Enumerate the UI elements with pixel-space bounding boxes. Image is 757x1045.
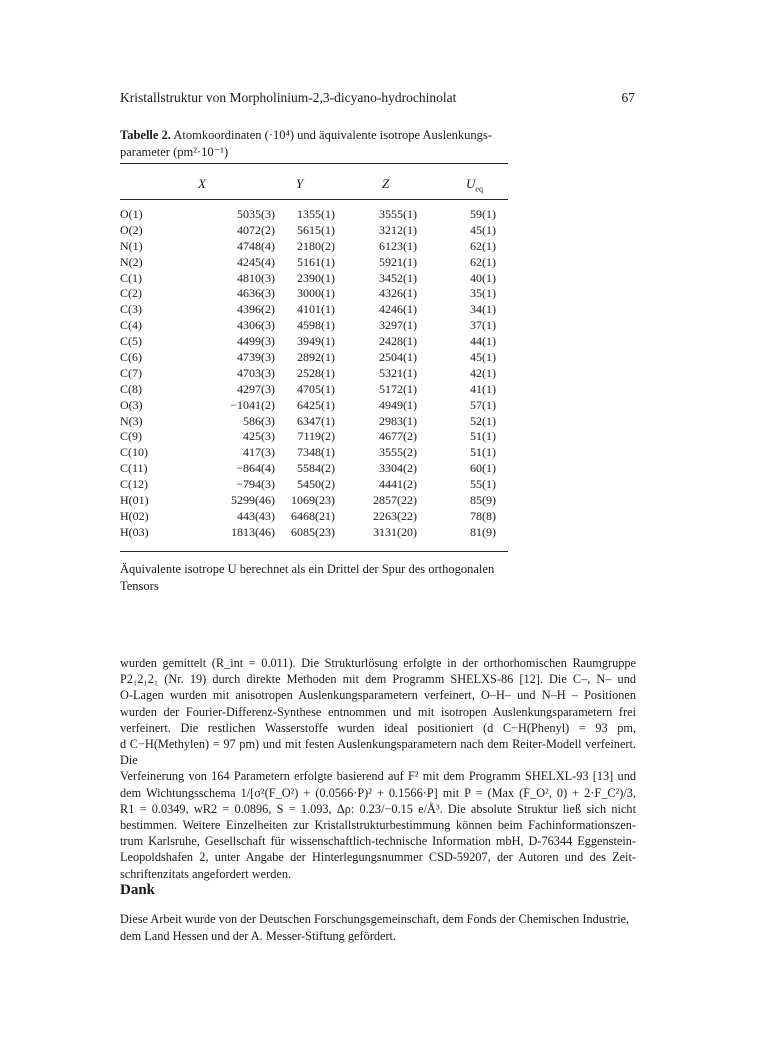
table-row [120,350,508,366]
z-coordinate: 5321(1) [379,365,417,380]
x-coordinate: 4072(2) [237,222,275,237]
x-coordinate: 4297(3) [237,381,275,396]
body-paragraph [120,655,636,882]
table-row [120,461,508,477]
atom-label: H(02) [120,508,149,523]
atom-label: N(3) [120,413,143,428]
table-row [120,239,508,255]
z-coordinate: 4949(1) [379,397,417,412]
table-row [120,334,508,350]
acknowledgements-paragraph [120,911,636,945]
z-coordinate: 2983(1) [379,413,417,428]
x-coordinate: 417(3) [243,445,275,460]
ueq-value: 81(9) [470,524,496,539]
ueq-value: 34(1) [470,302,496,317]
atom-label: O(3) [120,397,143,412]
table-row [120,271,508,287]
body-line: d C−H(Methylen) = 97 pm) und mit festen Auslenkungsparametern nach dem Reiter-Modell verfeinert. Die [120,737,636,768]
atom-label: C(3) [120,302,142,317]
x-coordinate: 4810(3) [237,270,275,285]
y-coordinate: 6347(1) [297,413,335,428]
section-heading: Dank [120,882,156,898]
y-coordinate: 5161(1) [297,254,335,269]
body-line: dem Wichtungsschema 1/[σ²(F_O²) + (0.0566·P)² + 0.1566·P] mit P = (Max (F_O², 0) + 2·F_C²)/3, [120,785,636,800]
table-caption-line2: parameter (pm²·10⁻¹) [120,145,229,159]
x-coordinate: 1813(46) [231,524,275,539]
z-coordinate: 3555(1) [379,207,417,221]
x-coordinate: 4499(3) [237,334,275,349]
x-coordinate: 4703(3) [237,365,275,380]
atom-label: O(1) [120,207,143,221]
atom-label: C(12) [120,477,148,492]
table-row [120,414,508,430]
ueq-value: 40(1) [470,270,496,285]
page-number: 67 [621,90,635,105]
atom-label: C(10) [120,445,148,460]
x-coordinate: 4636(3) [237,286,275,301]
body-line: O-Lagen wurden mit anisotropen Auslenkungsparametern verfeinert, O–H– und N–H – Positionen [120,688,636,703]
x-coordinate: 425(3) [243,429,275,444]
body-line: schriftenzitats angefordert werden. [120,866,292,881]
y-coordinate: 1069(23) [291,493,335,508]
y-coordinate: 6085(23) [291,524,335,539]
y-coordinate: 5584(2) [297,461,335,476]
y-coordinate: 2528(1) [297,365,335,380]
atom-label: H(01) [120,493,149,508]
table-row [120,429,508,445]
ueq-value: 51(1) [470,429,496,444]
z-coordinate: 4441(2) [379,477,417,492]
x-coordinate: 4306(3) [237,318,275,333]
ueq-value: 41(1) [470,381,496,396]
y-coordinate: 2390(1) [297,270,335,285]
x-coordinate: 586(3) [243,413,275,428]
z-coordinate: 5921(1) [379,254,417,269]
z-coordinate: 3452(1) [379,270,417,285]
body-line: wurden der Fourier-Differenz-Synthese entnommen und mit isotropen Auslenkungsparametern frei [120,704,636,719]
ueq-value: 51(1) [470,445,496,460]
body-line: wurden gemittelt (R_int = 0.011). Die Strukturlösung erfolgte in der orthorhomischen Raumgruppe [120,656,636,670]
y-coordinate: 7348(1) [297,445,335,460]
atom-label: C(6) [120,350,142,365]
table-footnote-line2: Tensors [120,579,159,593]
table-row [120,525,508,541]
y-coordinate: 4705(1) [297,381,335,396]
table-footnote [120,561,520,595]
z-coordinate: 4246(1) [379,302,417,317]
z-coordinate: 4326(1) [379,286,417,301]
y-coordinate: 4598(1) [297,318,335,333]
x-coordinate: 5299(46) [231,493,275,508]
atom-label: C(9) [120,429,142,444]
ueq-value: 59(1) [470,207,496,221]
z-coordinate: 3131(20) [373,524,417,539]
atom-label: C(8) [120,381,142,396]
table-row [120,366,508,382]
z-coordinate: 2263(22) [373,508,417,523]
ueq-value: 45(1) [470,350,496,365]
ueq-value: 37(1) [470,318,496,333]
table-body [120,207,508,541]
table-row [120,445,508,461]
table-caption-line1: Atomkoordinaten (·10⁴) und äquivalente isotrope Auslenkungs- [173,128,492,142]
y-coordinate: 1355(1) [297,207,335,221]
table-header [120,176,508,196]
x-coordinate: −864(4) [236,461,275,476]
ueq-value: 35(1) [470,286,496,301]
table-row [120,493,508,509]
ueq-value: 62(1) [470,238,496,253]
x-coordinate: −794(3) [236,477,275,492]
z-coordinate: 3304(2) [379,461,417,476]
y-coordinate: 4101(1) [297,302,335,317]
ueq-value: 52(1) [470,413,496,428]
ueq-value: 78(8) [470,508,496,523]
acknowledgements-line1: Diese Arbeit wurde von der Deutschen Forschungsgemeinschaft, dem Fonds der Chemischen Industrie, [120,912,630,926]
y-coordinate: 7119(2) [297,429,335,444]
y-coordinate: 3000(1) [297,286,335,301]
y-coordinate: 2892(1) [297,350,335,365]
ueq-value: 85(9) [470,493,496,508]
table-row [120,382,508,398]
ueq-value: 60(1) [470,461,496,476]
atom-label: N(2) [120,254,143,269]
z-coordinate: 5172(1) [379,381,417,396]
table-footnote-line1: Äquivalente isotrope U berechnet als ein Drittel der Spur des orthogonalen [120,562,495,576]
x-coordinate: 4748(4) [237,238,275,253]
column-header-z: Z [382,176,390,191]
atom-label: C(7) [120,365,142,380]
ueq-value: 45(1) [470,222,496,237]
ueq-value: 42(1) [470,365,496,380]
table-caption-label: Tabelle 2. [120,128,171,142]
x-coordinate: 443(43) [237,508,275,523]
y-coordinate: 5450(2) [297,477,335,492]
z-coordinate: 2504(1) [379,350,417,365]
atom-label: O(2) [120,222,143,237]
table-top-rule [120,163,508,164]
atom-label: C(4) [120,318,142,333]
body-line: verfeinert. Die restlichen Wasserstoffe wurden ideal positioniert (d C−H(Phenyl) = 93 pm, [120,720,636,735]
z-coordinate: 2857(22) [373,493,417,508]
ueq-value: 57(1) [470,397,496,412]
ueq-value: 55(1) [470,477,496,492]
table-row [120,398,508,414]
body-line: trum Karlsruhe, Gesellschaft für wissenschaftlich-technische Information mbH, D-76344 Eggenstein- [120,834,636,849]
atom-label: N(1) [120,238,143,253]
acknowledgements-line2: dem Land Hessen und der A. Messer-Stiftung gefördert. [120,929,397,943]
column-header-x: X [198,176,206,191]
table-bottom-rule [120,551,508,552]
body-line: R1 = 0.0349, wR2 = 0.0896, S = 1.093, Δρ: 0.23/−0.15 e/Å³. Die absolute Struktur ließ sich nicht [120,801,636,816]
z-coordinate: 3555(2) [379,445,417,460]
ueq-value: 44(1) [470,334,496,349]
body-line: Leopoldshafen 2, unter Angabe der Hinterlegungsnummer CSD-59207, der Autoren und des Zeit- [120,850,636,865]
atom-label: C(1) [120,270,142,285]
x-coordinate: 4245(4) [237,254,275,269]
y-coordinate: 6468(21) [291,508,335,523]
y-coordinate: 3949(1) [297,334,335,349]
table-row [120,223,508,239]
z-coordinate: 3297(1) [379,318,417,333]
atom-label: C(11) [120,461,148,476]
table-row [120,286,508,302]
table-row [120,302,508,318]
z-coordinate: 2428(1) [379,334,417,349]
table-header-rule [120,199,508,200]
table-row [120,318,508,334]
atom-label: C(5) [120,334,142,349]
table-row [120,207,508,223]
y-coordinate: 6425(1) [297,397,335,412]
running-title: Kristallstruktur von Morpholinium-2,3-dicyano-hydrochinolat [120,90,457,105]
x-coordinate: 4739(3) [237,350,275,365]
x-coordinate: 4396(2) [237,302,275,317]
z-coordinate: 4677(2) [379,429,417,444]
x-coordinate: −1041(2) [230,397,275,412]
table-caption [120,127,520,161]
column-header-ueq: $U_{eq}$ [466,176,483,194]
y-coordinate: 2180(2) [297,238,335,253]
table-row [120,477,508,493]
body-line: P2₁2₁2₁ (Nr. 19) durch direkte Methoden mit dem Programm SHELXS-86 [12]. Die C–, N– und [120,672,636,687]
atom-label: C(2) [120,286,142,301]
table-row [120,255,508,271]
column-header-y: Y [296,176,304,191]
y-coordinate: 5615(1) [297,222,335,237]
z-coordinate: 6123(1) [379,238,417,253]
atom-label: H(03) [120,524,149,539]
body-line: bestimmen. Weitere Einzelheiten zur Kristallstrukturbestimmung können beim Fachinformationszen- [120,818,636,833]
x-coordinate: 5035(3) [237,207,275,221]
ueq-value: 62(1) [470,254,496,269]
table-row [120,509,508,525]
z-coordinate: 3212(1) [379,222,417,237]
body-line: Verfeinerung von 164 Parametern erfolgte basierend auf F² mit dem Programm SHELXL-93 [13] und [120,769,636,784]
